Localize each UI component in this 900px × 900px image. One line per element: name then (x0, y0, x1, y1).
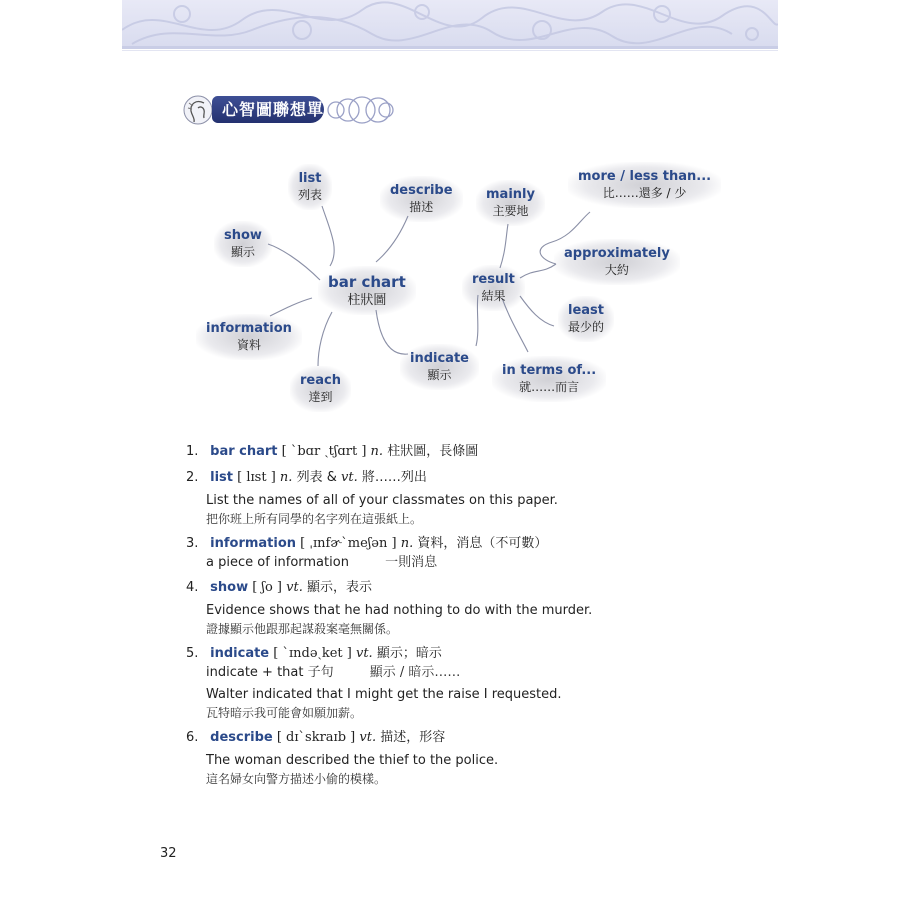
entry-definition: 顯示；暗示 (376, 646, 442, 661)
node-show (224, 227, 262, 261)
entry-pos: vt. (359, 730, 377, 745)
node-list-zh: 列表 (298, 188, 323, 202)
node-least-zh: 最少的 (568, 320, 605, 334)
phrase-chinese: 一則消息 (385, 555, 438, 570)
node-mainly-zh: 主要地 (492, 204, 529, 218)
thinker-head-icon (182, 94, 214, 126)
entry-phonetic: [ ˋbɑr ˏtʃɑrt ] (281, 444, 367, 459)
node-show-zh: 顯示 (230, 245, 255, 259)
node-indicate (410, 350, 469, 384)
connector-approximately (520, 264, 556, 278)
node-more-less-than-zh: 比……還多 / 少 (602, 186, 687, 200)
entry-number: 5. (186, 646, 199, 661)
top-band-divider-thin (122, 50, 778, 51)
node-indicate-en: indicate (410, 351, 469, 366)
entry-word: indicate (210, 646, 270, 661)
example-english: Walter indicated that I might get the raise I requested. (206, 687, 562, 702)
entry-word: list (210, 470, 234, 485)
node-result (472, 271, 515, 305)
vocab-entry (186, 728, 746, 788)
entry-definition: 描述，形容 (380, 730, 446, 745)
entry-number: 1. (186, 444, 199, 459)
swirl-pattern-icon (122, 0, 778, 46)
example-english: Evidence shows that he had nothing to do with the murder. (206, 603, 593, 618)
entry-phonetic: [ lɪst ] (237, 470, 276, 485)
node-reach-en: reach (300, 373, 341, 388)
node-least (568, 302, 604, 336)
node-least-en: least (568, 303, 604, 318)
phrase-clause: 子句 (307, 665, 334, 680)
entry-phonetic: [ ˋɪndəˏket ] (273, 646, 352, 661)
node-approximately-zh: 大約 (604, 263, 629, 277)
entry-phonetic: [ dɪˋskraɪb ] (276, 730, 356, 745)
section-title: 心智圖聯想單字 (212, 96, 324, 123)
entry-word: bar chart (210, 444, 278, 459)
vocab-entry (186, 644, 746, 722)
connector-least (520, 296, 554, 326)
entry-definition: 列表 & (296, 470, 337, 485)
node-bar-chart (328, 272, 406, 309)
entry-definition: 顯示，表示 (306, 580, 372, 595)
node-information-zh: 資料 (236, 338, 261, 352)
node-show-en: show (224, 228, 262, 243)
example-chinese: 把你班上所有同學的名字列在這張紙上。 (206, 512, 423, 526)
node-information (206, 320, 292, 354)
node-describe (390, 182, 453, 216)
example-english: The woman described the thief to the police. (206, 753, 499, 768)
entry-phonetic: [ ʃo ] (252, 580, 282, 595)
phrase-chinese: 顯示 / 暗示…… (369, 665, 461, 680)
node-bar-chart-zh: 柱狀圖 (347, 293, 387, 308)
entry-definition-secondary: 將……列出 (361, 470, 427, 485)
connector-mainly (500, 224, 508, 268)
node-result-zh: 結果 (481, 289, 506, 303)
top-decorative-band (122, 0, 778, 46)
node-information-en: information (206, 321, 292, 336)
node-indicate-zh: 顯示 (427, 368, 452, 382)
section-header (182, 90, 412, 146)
connector-information (270, 298, 312, 316)
connector-list (322, 206, 334, 266)
node-mainly (486, 186, 535, 220)
connector-describe (376, 216, 408, 262)
entry-pos: n. (279, 470, 293, 485)
example-chinese: 這名婦女向警方描述小偷的模樣。 (206, 772, 387, 786)
node-list (298, 170, 322, 204)
node-in-terms-of-en: in terms of... (502, 363, 597, 378)
node-approximately-en: approximately (564, 246, 670, 261)
entry-number: 2. (186, 470, 199, 485)
node-reach (300, 372, 341, 406)
entry-number: 4. (186, 580, 199, 595)
entry-definition: 柱狀圖，長條圖 (387, 444, 479, 459)
node-bar-chart-en: bar chart (328, 273, 406, 291)
mind-map (180, 140, 740, 430)
entry-phonetic: [ ˌɪnfɚˋmeʃən ] (300, 536, 397, 551)
connector-indicate (376, 310, 408, 354)
node-more-less-than-en: more / less than... (578, 169, 712, 184)
entry-word: information (210, 536, 297, 551)
node-describe-zh: 描述 (409, 200, 434, 214)
phrase-english: a piece of information (206, 555, 349, 570)
vocab-entry (186, 534, 746, 572)
node-approximately (564, 245, 670, 279)
entry-number: 3. (186, 536, 199, 551)
entry-definition: 資料，消息（不可數） (417, 536, 548, 551)
vocab-list (186, 442, 746, 794)
entry-word: show (210, 580, 249, 595)
node-in-terms-of-zh: 就……而言 (519, 380, 580, 394)
connector-show (268, 244, 320, 280)
node-result-en: result (472, 272, 515, 287)
entry-pos: vt. (286, 580, 303, 595)
phrase-english: indicate + that (206, 665, 304, 680)
node-reach-zh: 達到 (308, 390, 333, 404)
top-band-divider (122, 46, 778, 49)
example-chinese: 瓦特暗示我可能會如願加薪。 (206, 706, 363, 720)
node-describe-en: describe (390, 183, 453, 198)
connector-in-terms-of (502, 298, 528, 352)
entry-number: 6. (186, 730, 199, 745)
vocab-entry (186, 468, 746, 528)
entry-pos: vt. (355, 646, 373, 661)
connector-reach (318, 312, 332, 366)
page-number: 32 (160, 846, 177, 861)
swirl-ornament-icon (322, 92, 402, 128)
example-chinese: 證據顯示他跟那起謀殺案毫無關係。 (206, 622, 399, 636)
entry-word: describe (210, 730, 273, 745)
entry-pos: n. (400, 536, 414, 551)
entry-pos-secondary: vt. (341, 470, 358, 485)
entry-pos: n. (370, 444, 384, 459)
node-in-terms-of (502, 362, 596, 396)
vocab-entry (186, 578, 746, 638)
node-mainly-en: mainly (486, 187, 535, 202)
node-list-en: list (298, 171, 322, 186)
node-more-less-than (578, 168, 711, 202)
example-english: List the names of all of your classmates on this paper. (206, 493, 558, 508)
vocab-entry (186, 442, 746, 462)
